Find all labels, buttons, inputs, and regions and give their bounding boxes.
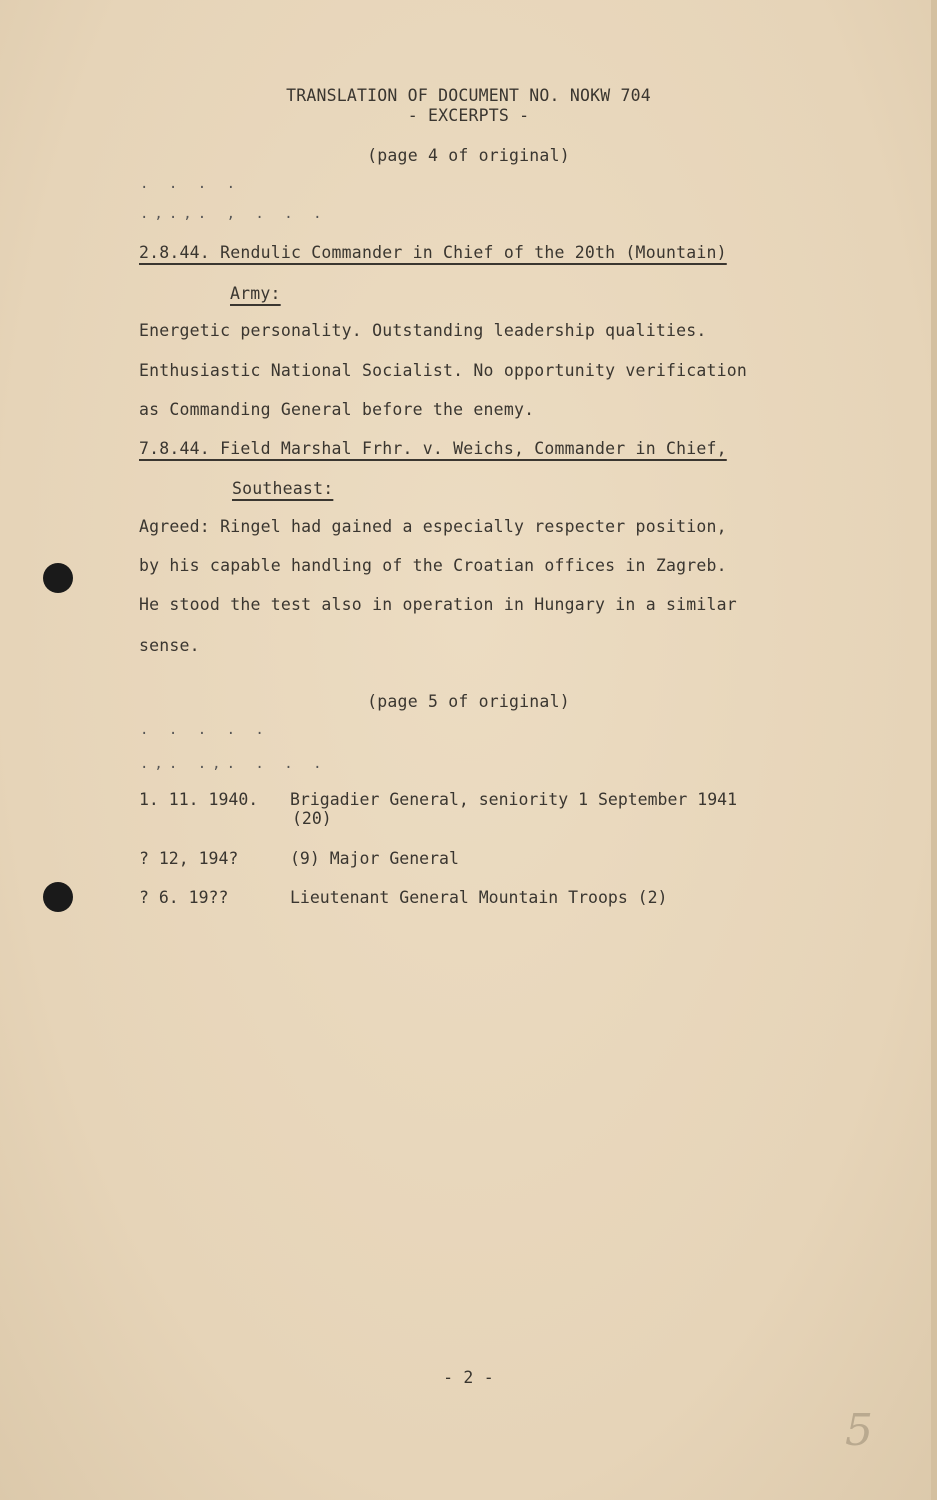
handwritten-mark: 5 bbox=[845, 1405, 873, 1456]
document-title: TRANSLATION OF DOCUMENT NO. NOKW 704 bbox=[286, 86, 651, 105]
body-line: Agreed: Ringel had gained a especially respecter position, bbox=[139, 517, 727, 536]
punch-hole bbox=[43, 563, 73, 593]
body-line: Enthusiastic National Socialist. No opportunity verification bbox=[139, 361, 748, 380]
page5-label: (page 5 of original) bbox=[367, 692, 570, 711]
body-line: by his capable handling of the Croatian offices in Zagreb. bbox=[139, 556, 727, 575]
row-text: Lieutenant General Mountain Troops (2) bbox=[290, 888, 668, 907]
ellipsis-dots: . . . . bbox=[140, 176, 242, 192]
body-line: He stood the test also in operation in Hungary in a similar bbox=[139, 595, 737, 614]
row-date: ? 6. 19?? bbox=[139, 888, 229, 907]
body-line: Energetic personality. Outstanding leadership qualities. bbox=[139, 321, 707, 340]
entry-heading-cont: Army: bbox=[230, 284, 281, 303]
row-text: Brigadier General, seniority 1 September 1941 bbox=[290, 790, 738, 809]
row-date: ? 12, 194? bbox=[139, 849, 239, 868]
entry-heading: 2.8.44. Rendulic Commander in Chief of the 20th (Mountain) bbox=[139, 243, 727, 262]
document-subtitle: - EXCERPTS - bbox=[407, 106, 530, 125]
row-text: (9) Major General bbox=[290, 849, 459, 868]
page-number: - 2 - bbox=[443, 1368, 494, 1387]
punch-hole bbox=[43, 882, 73, 912]
ellipsis-dots: .,.,. , . . . bbox=[140, 206, 328, 222]
page4-label: (page 4 of original) bbox=[367, 146, 570, 165]
ellipsis-dots: .,. .,. . . . bbox=[140, 756, 328, 772]
body-line: as Commanding General before the enemy. bbox=[139, 400, 535, 419]
entry-heading-cont: Southeast: bbox=[232, 479, 334, 498]
body-line: sense. bbox=[139, 636, 200, 655]
row-date: 1. 11. 1940. bbox=[139, 790, 259, 809]
entry-heading: 7.8.44. Field Marshal Frhr. v. Weichs, Commander in Chief, bbox=[139, 439, 727, 458]
row-subtext: (20) bbox=[292, 809, 332, 828]
ellipsis-dots: . . . . . bbox=[140, 722, 270, 738]
page-edge bbox=[931, 0, 937, 1500]
